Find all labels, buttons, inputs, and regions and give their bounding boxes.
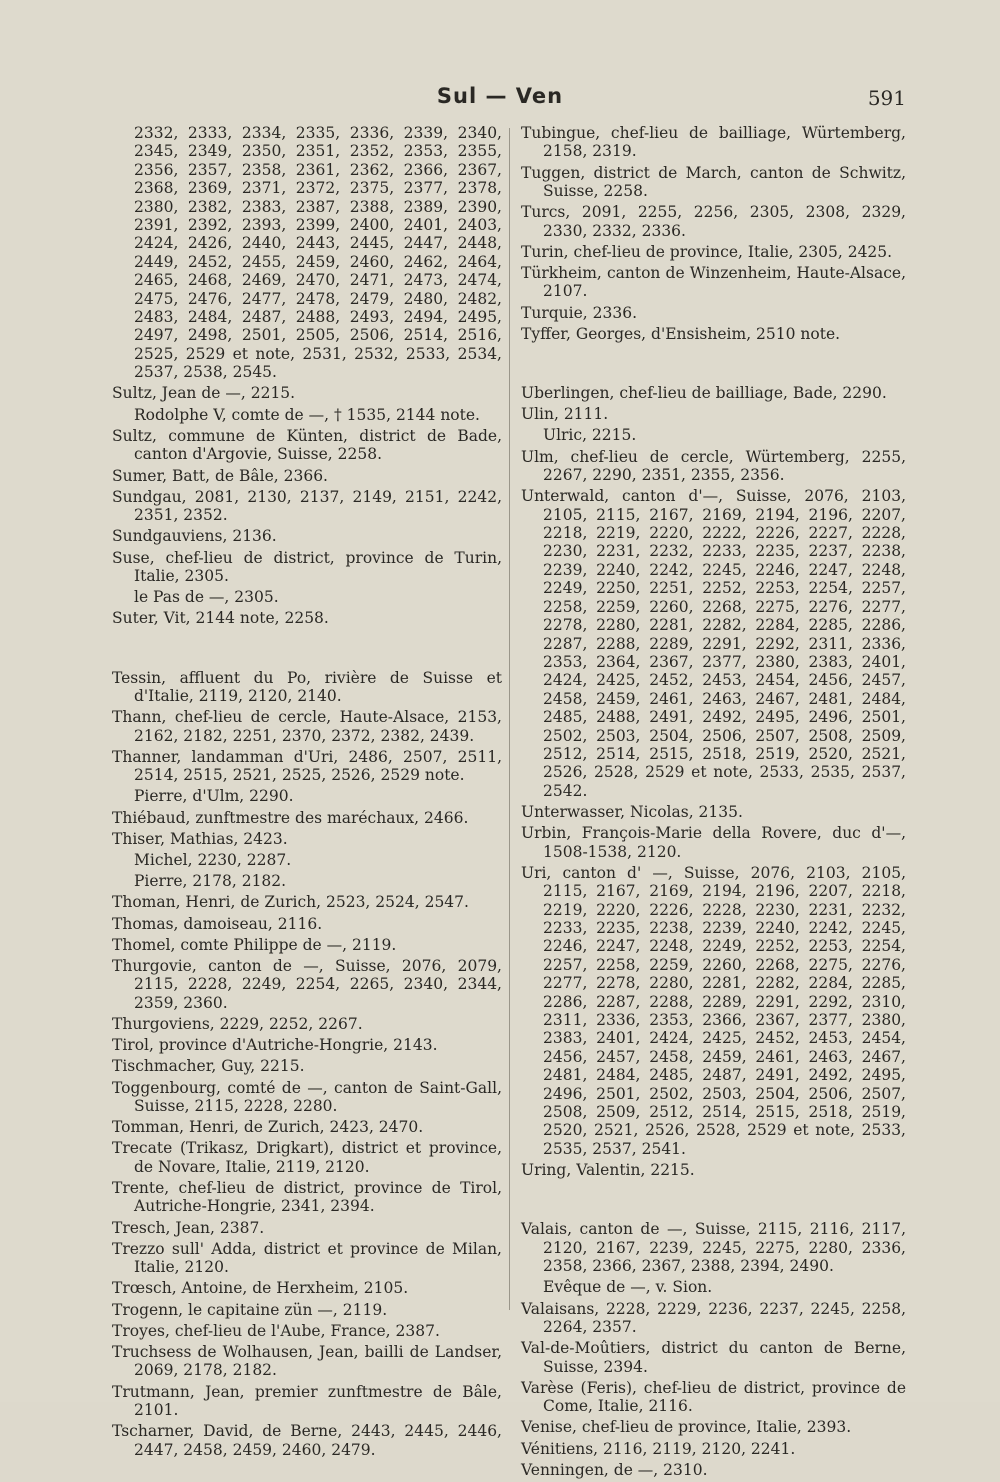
index-entry: Unterwald, canton d'—, Suisse, 2076, 2103, 2105, 2115, 2167, 2169, 2194, 2196, 2207, 2218, 2219, 2220, 2222, 2226, 2227, 2228, 2230, 2231, 2232, 2233, 2235, 2237, 2238, 2239, 2240, 2242, 2245, 2246, 2247, 2248, 2249, 2250, 2251, 2252, 2253, 2254, 2257, 2258, 2259, 2260, 2268, 2275, 2276, 2277, 2278, 2280, 2281, 2282, 2284, 2285, 2286, 2287, 2288, 2289, 2291, 2292, 2311, 2336, 2353, 2364, 2367, 2377, 2380, 2383, 2401, 2424, 2425, 2452, 2453, 2454, 2456, 2457, 2458, 2459, 2461, 2463, 2467, 2481, 2484, 2485, 2488, 2491, 2492, 2495, 2496, 2501, 2502, 2503, 2504, 2506, 2507, 2508, 2509, 2512, 2514, 2515, 2518, 2519, 2520, 2521, 2526, 2528, 2529 et note, 2533, 2535, 2537, 2542.: [521, 487, 906, 800]
index-entry: Tyffer, Georges, d'Ensisheim, 2510 note.: [521, 324, 841, 343]
page-title: Sul — Ven: [436, 84, 564, 108]
index-entry: Trogenn, le capitaine zün —, 2119.: [112, 1300, 388, 1319]
index-subentry: le Pas de —, 2305.: [134, 588, 279, 607]
index-subentry: Pierre, 2178, 2182.: [134, 872, 287, 891]
index-entry: Valais, canton de —, Suisse, 2115, 2116, 2117, 2120, 2167, 2239, 2245, 2275, 2280, 2336, 2358, 2366, 2367, 2388, 2394, 2490.: [521, 1220, 906, 1276]
index-entry: Val-de-Moûtiers, district du canton de Berne, Suisse, 2394.: [521, 1339, 906, 1376]
column-divider: [509, 128, 510, 1310]
index-entry: Turquie, 2336.: [521, 303, 637, 322]
index-entry: Tresch, Jean, 2387.: [112, 1218, 265, 1237]
index-entry: Tuggen, district de March, canton de Schwitz, Suisse, 2258.: [521, 163, 906, 201]
index-subentry: Ulric, 2215.: [543, 426, 637, 445]
section-gap: [521, 1182, 906, 1220]
index-entry: Tomman, Henri, de Zurich, 2423, 2470.: [112, 1118, 424, 1137]
index-entry: Truchsess de Wolhausen, Jean, bailli de Landser, 2069, 2178, 2182.: [112, 1343, 502, 1380]
index-entry: Trœsch, Antoine, de Herxheim, 2105.: [112, 1279, 409, 1298]
index-entry: Trecate (Trikasz, Drigkart), district et province, de Novare, Italie, 2119, 2120.: [112, 1139, 502, 1176]
index-subentry: Michel, 2230, 2287.: [134, 850, 292, 869]
index-entry: Suse, chef-lieu de district, province de Turin, Italie, 2305.: [112, 548, 502, 585]
index-entry: Tessin, affluent du Po, rivière de Suisse et d'Italie, 2119, 2120, 2140.: [112, 668, 502, 705]
index-entry: Venningen, de —, 2310.: [521, 1460, 708, 1479]
index-entry: Thoman, Henri, de Zurich, 2523, 2524, 2547.: [112, 893, 469, 912]
index-entry: Turin, chef-lieu de province, Italie, 2305, 2425.: [521, 242, 893, 261]
index-entry: Sundgau, 2081, 2130, 2137, 2149, 2151, 2242, 2351, 2352.: [112, 487, 502, 525]
index-entry: Ulin, 2111.: [521, 405, 609, 424]
index-entry: Tischmacher, Guy, 2215.: [112, 1057, 305, 1076]
index-entry: Uring, Valentin, 2215.: [521, 1161, 695, 1180]
index-entry: Tubingue, chef-lieu de bailliage, Würtemberg, 2158, 2319.: [521, 124, 906, 161]
left-column: [112, 124, 502, 1462]
right-column: [521, 124, 906, 1482]
index-entry: Turcs, 2091, 2255, 2256, 2305, 2308, 2329, 2330, 2332, 2336.: [521, 203, 906, 240]
index-entry: Sultz, commune de Künten, district de Bade, canton d'Argovie, Suisse, 2258.: [112, 426, 502, 464]
index-entry: Trezzo sull' Adda, district et province de Milan, Italie, 2120.: [112, 1239, 502, 1277]
index-entry: Tirol, province d'Autriche-Hongrie, 2143.: [112, 1036, 438, 1055]
index-continuation: 2332, 2333, 2334, 2335, 2336, 2339, 2340, 2345, 2349, 2350, 2351, 2352, 2353, 2355, 2356, 2357, 2358, 2361, 2362, 2366, 2367, 2368, 2369, 2371, 2372, 2375, 2377, 2378, 2380, 2382, 2383, 2387, 2388, 2389, 2390, 2391, 2392, 2393, 2399, 2400, 2401, 2403, 2424, 2426, 2440, 2443, 2445, 2447, 2448, 2449, 2452, 2455, 2459, 2460, 2462, 2464, 2465, 2468, 2469, 2470, 2471, 2473, 2474, 2475, 2476, 2477, 2478, 2479, 2480, 2482, 2483, 2484, 2487, 2488, 2493, 2494, 2495, 2497, 2498, 2501, 2505, 2506, 2514, 2516, 2525, 2529 et note, 2531, 2532, 2533, 2534, 2537, 2538, 2545.: [134, 124, 502, 382]
index-entry: Valaisans, 2228, 2229, 2236, 2237, 2245, 2258, 2264, 2357.: [521, 1299, 906, 1336]
index-entry: Urbin, François-Marie della Rovere, duc d'—, 1508-1538, 2120.: [521, 824, 906, 861]
index-subentry: Evêque de —, v. Sion.: [543, 1278, 713, 1297]
section-gap: [112, 631, 502, 669]
index-entry: Thurgovie, canton de —, Suisse, 2076, 2079, 2115, 2228, 2249, 2254, 2265, 2340, 2344, 2359, 2360.: [112, 956, 502, 1012]
index-entry: Thurgoviens, 2229, 2252, 2267.: [112, 1015, 363, 1033]
index-entry: Thiser, Mathias, 2423.: [112, 829, 288, 848]
index-entry: Ulm, chef-lieu de cercle, Würtemberg, 2255, 2267, 2290, 2351, 2355, 2356.: [521, 447, 906, 485]
index-subentry: Pierre, d'Ulm, 2290.: [134, 787, 294, 806]
index-entry: Venise, chef-lieu de province, Italie, 2393.: [521, 1418, 852, 1437]
index-entry: Trutmann, Jean, premier zunftmestre de Bâle, 2101.: [112, 1382, 502, 1420]
index-entry: Sundgauviens, 2136.: [112, 527, 277, 546]
index-entry: Trente, chef-lieu de district, province de Tirol, Autriche-Hongrie, 2341, 2394.: [112, 1179, 502, 1216]
section-gap: [521, 346, 906, 384]
index-entry: Thomel, comte Philippe de —, 2119.: [112, 935, 397, 954]
index-entry: Suter, Vit, 2144 note, 2258.: [112, 609, 329, 628]
index-entry: Türkheim, canton de Winzenheim, Haute-Alsace, 2107.: [521, 264, 906, 301]
index-entry: Thiébaud, zunftmestre des maréchaux, 2466.: [112, 808, 469, 827]
index-entry: Troyes, chef-lieu de l'Aube, France, 2387.: [112, 1321, 440, 1340]
index-entry: Toggenbourg, comté de —, canton de Saint-Gall, Suisse, 2115, 2228, 2280.: [112, 1078, 502, 1116]
index-subentry: Rodolphe V, comte de —, † 1535, 2144 note.: [134, 405, 480, 424]
index-entry: Thomas, damoiseau, 2116.: [112, 914, 323, 933]
index-entry: Uri, canton d' —, Suisse, 2076, 2103, 2105, 2115, 2167, 2169, 2194, 2196, 2207, 2218, 2219, 2220, 2226, 2228, 2230, 2231, 2232, 2233, 2235, 2238, 2239, 2240, 2242, 2245, 2246, 2247, 2248, 2249, 2252, 2253, 2254, 2257, 2258, 2259, 2260, 2268, 2275, 2276, 2277, 2278, 2280, 2281, 2282, 2284, 2285, 2286, 2287, 2288, 2289, 2291, 2292, 2310, 2311, 2336, 2353, 2366, 2367, 2377, 2380, 2383, 2401, 2424, 2425, 2452, 2453, 2454, 2456, 2457, 2458, 2459, 2461, 2463, 2467, 2481, 2484, 2485, 2487, 2491, 2492, 2495, 2496, 2501, 2502, 2503, 2504, 2506, 2507, 2508, 2509, 2512, 2514, 2515, 2518, 2519, 2520, 2521, 2526, 2528, 2529 et note, 2533, 2535, 2537, 2541.: [521, 863, 906, 1158]
index-entry: Sultz, Jean de —, 2215.: [112, 384, 296, 403]
page-number: 591: [867, 86, 906, 110]
index-entry: Sumer, Batt, de Bâle, 2366.: [112, 466, 328, 485]
index-entry: Unterwasser, Nicolas, 2135.: [521, 802, 743, 821]
index-entry: Tscharner, David, de Berne, 2443, 2445, 2446, 2447, 2458, 2459, 2460, 2479.: [112, 1422, 502, 1459]
index-entry: Vénitiens, 2116, 2119, 2120, 2241.: [521, 1439, 796, 1458]
index-entry: Uberlingen, chef-lieu de bailliage, Bade, 2290.: [521, 384, 887, 403]
index-entry: Varèse (Feris), chef-lieu de district, province de Come, Italie, 2116.: [521, 1378, 906, 1416]
index-entry: Thanner, landamman d'Uri, 2486, 2507, 2511, 2514, 2515, 2521, 2525, 2526, 2529 note.: [112, 747, 502, 785]
index-entry: Thann, chef-lieu de cercle, Haute-Alsace, 2153, 2162, 2182, 2251, 2370, 2372, 2382, 2439.: [112, 708, 502, 745]
